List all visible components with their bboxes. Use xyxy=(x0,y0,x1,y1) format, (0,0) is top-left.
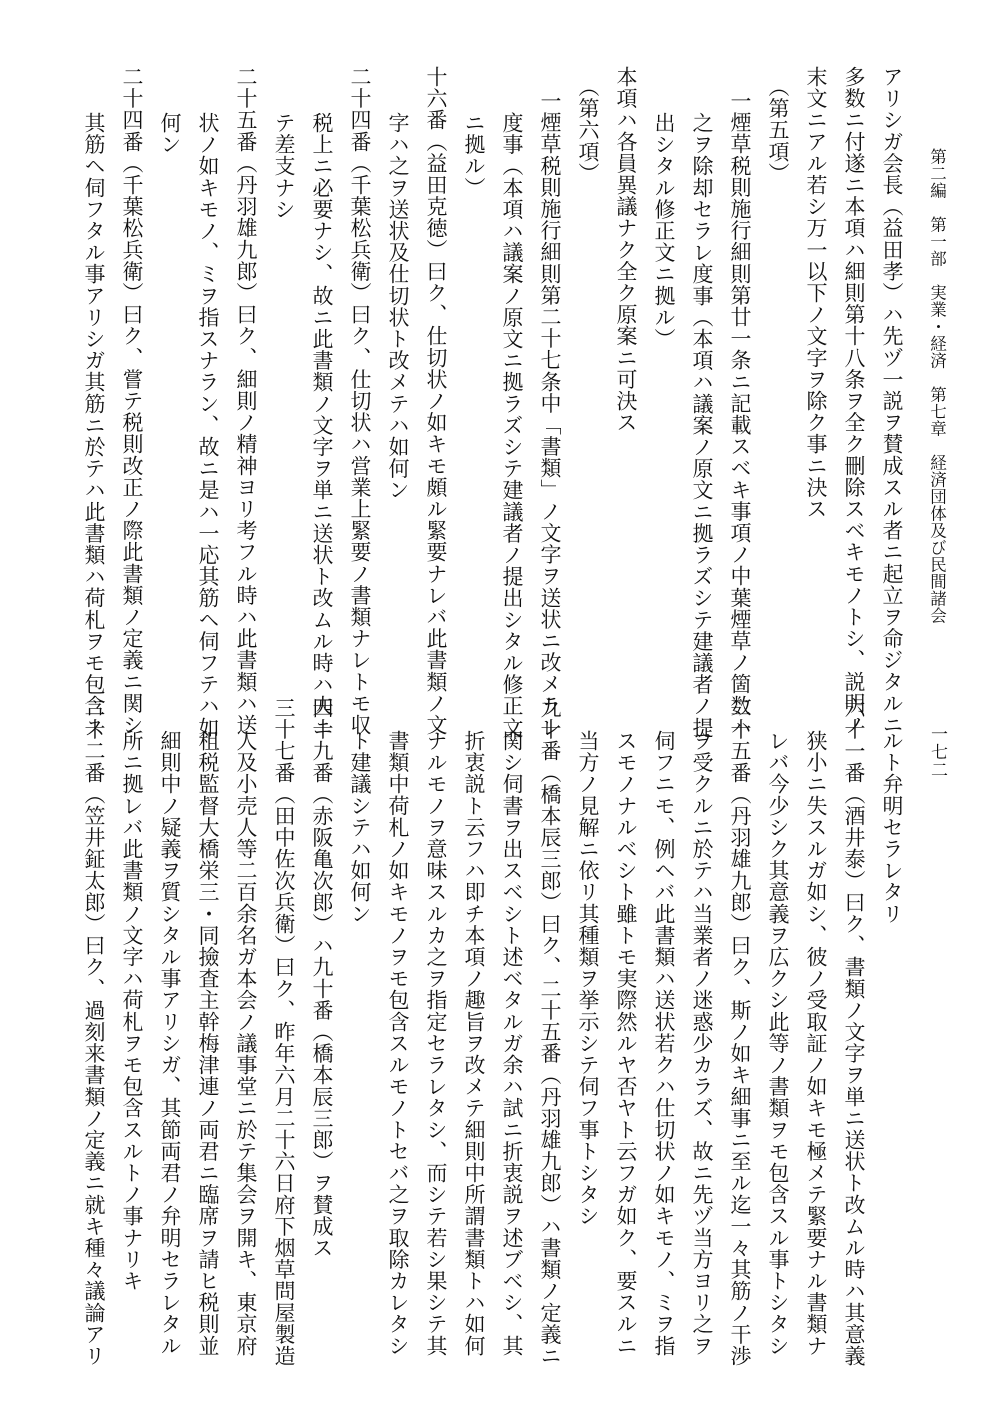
lower-line-1: ルト弁明セラレタリ xyxy=(880,730,904,925)
lower-line-7: 伺フニモ、例ヘバ此書類ハ送状若クハ仕切状ノ如キモノ、ミヲ指 xyxy=(652,730,676,1357)
lower-line-22: 二十二番（笠井鉦太郎）曰ク、過刻来書類ノ定義ニ就キ種々議論アリ xyxy=(82,697,106,1367)
upper-line-22: 其筋ヘ伺フタル事アリシガ其筋ニ於テハ此書類ハ荷札ヲモ包含ス xyxy=(82,112,106,739)
lower-line-20: 細則中ノ疑義ヲ質シタル事アリシガ、其節両君ノ弁明セラレタル xyxy=(158,730,182,1357)
lower-line-11: 関シ伺書ヲ出スベシト述ベタルガ余ハ試ニ折衷説ヲ述ブベシ、其 xyxy=(500,730,524,1357)
lower-line-18: 人及小売人等二百余名ガ本会ノ議事堂ニ於テ集会ヲ開キ、東京府 xyxy=(234,730,258,1357)
lower-line-17: 三十七番（田中佐次兵衛）曰ク、昨年六月二十六日府下烟草問屋製造 xyxy=(272,697,296,1367)
upper-line-1: アリシガ会長（益田孝）ハ先ヅ一説ヲ賛成スル者ニ起立ヲ命ジタルニ xyxy=(880,66,904,736)
lower-line-12: 折衷説ト云フハ即チ本項ノ趣旨ヲ改メテ細則中所謂書類トハ如何 xyxy=(462,730,486,1357)
upper-line-11: 度事（本項ハ議案ノ原文ニ拠ラズシテ建議者ノ提出シタル修正文 xyxy=(500,112,524,739)
running-header: 第二編 第一部 実業・経済 第七章 経済団体及び民間諸会 xyxy=(927,148,947,624)
lower-line-10: 九十番（橋本辰三郎）曰ク、二十五番（丹羽雄九郎）ハ書類ノ定義ニ xyxy=(538,697,562,1367)
upper-line-7: 出シタル修正文ニ拠ル） xyxy=(652,112,676,350)
upper-line-10: 一煙草税則施行細則第二十七条中「書類」ノ文字ヲ送状ニ改メラレ xyxy=(538,90,562,738)
lower-line-21: 所ニ拠レバ此書類ノ文字ハ荷札ヲモ包含スルトノ事ナリキ xyxy=(120,730,144,1292)
upper-line-16: 税上ニ必要ナシ、故ニ此書類ノ文字ヲ単ニ送状ト改ムル時ハ夫ニ xyxy=(310,112,334,739)
upper-line-9: （第六項） xyxy=(576,76,600,184)
upper-line-14: 字ハ之ヲ送状及仕切状ト改メテハ如何ン xyxy=(386,112,410,501)
lower-line-5: 二十五番（丹羽雄九郎）曰ク、斯ノ如キ細事ニ至ル迄一々其筋ノ干渉 xyxy=(728,697,752,1367)
upper-line-3: 末文ニアル若シ万一以下ノ文字ヲ除ク事ニ決ス xyxy=(804,66,828,520)
lower-line-6: ヲ受クルニ於テハ当業者ノ迷惑少カラズ、故ニ先ヅ当方ヨリ之ヲ xyxy=(690,730,714,1357)
lower-line-15: ト建議シテハ如何ン xyxy=(348,730,372,925)
upper-line-8: 本項ハ各員異議ナク全ク原案ニ可決ス xyxy=(614,66,638,434)
lower-line-14: 書類中荷札ノ如キモノヲモ包含スルモノトセバ之ヲ取除カレタシ xyxy=(386,730,410,1357)
upper-line-19: 状ノ如キモノ、ミヲ指スナラン、故ニ是ハ一応其筋ヘ伺フテハ如 xyxy=(196,112,220,739)
page-number: 一七二 xyxy=(927,725,947,779)
upper-line-13: 十六番（益田克徳）曰ク、仕切状ノ如キモ頗ル緊要ナレバ此書類ノ文 xyxy=(424,66,448,736)
upper-line-5: 一煙草税則施行細則第廿一条ニ記載スベキ事項ノ中葉煙草ノ箇数ハ xyxy=(728,90,752,738)
upper-line-12: ニ拠ル） xyxy=(462,112,486,199)
upper-line-20: 何ン xyxy=(158,112,182,156)
upper-line-18: 二十五番（丹羽雄九郎）曰ク、細則ノ精神ヨリ考フル時ハ此書類ハ送 xyxy=(234,66,258,736)
upper-line-15: 二十四番（千葉松兵衛）曰ク、仕切状ハ営業上緊要ノ書類ナレトモ収 xyxy=(348,66,372,736)
upper-line-2: 多数ニ付遂ニ本項ハ細則第十八条ヲ全ク刪除スベキモノトシ、説明ノ xyxy=(842,66,866,736)
lower-line-3: 狭小ニ失スルガ如シ、彼ノ受取証ノ如キモ極メテ緊要ナル書類ナ xyxy=(804,730,828,1357)
lower-line-9: 当方ノ見解ニ依リ其種類ヲ挙示シテ伺フ事トシタシ xyxy=(576,730,600,1227)
lower-line-13: ナルモノヲ意味スルカ之ヲ指定セラレタシ、而シテ若シ果シテ其 xyxy=(424,730,448,1357)
lower-line-2: 六十一番（酒井泰）曰ク、書類ノ文字ヲ単ニ送状ト改ムル時ハ其意義 xyxy=(842,697,866,1367)
upper-line-17: テ差支ナシ xyxy=(272,112,296,220)
upper-line-21: 二十四番（千葉松兵衛）曰ク、嘗テ税則改正ノ際此書類ノ定義ニ関シ xyxy=(120,66,144,736)
lower-line-8: スモノナルベシト雖トモ実際然ルヤ否ヤト云フガ如ク、要スルニ xyxy=(614,730,638,1357)
upper-line-6: 之ヲ除却セラレ度事（本項ハ議案ノ原文ニ拠ラズシテ建議者ノ提 xyxy=(690,112,714,739)
upper-line-4: （第五項） xyxy=(766,76,790,184)
lower-line-4: レバ今少シク其意義ヲ広クシ此等ノ書類ヲモ包含スル事トシタシ xyxy=(766,730,790,1357)
lower-line-16: 四十九番（赤阪亀次郎）ハ九十番（橋本辰三郎）ヲ賛成ス xyxy=(310,697,334,1259)
lower-line-19: 租税監督大橋栄三・同撿査主幹梅津連ノ両君ニ臨席ヲ請ヒ税則並 xyxy=(196,730,220,1357)
